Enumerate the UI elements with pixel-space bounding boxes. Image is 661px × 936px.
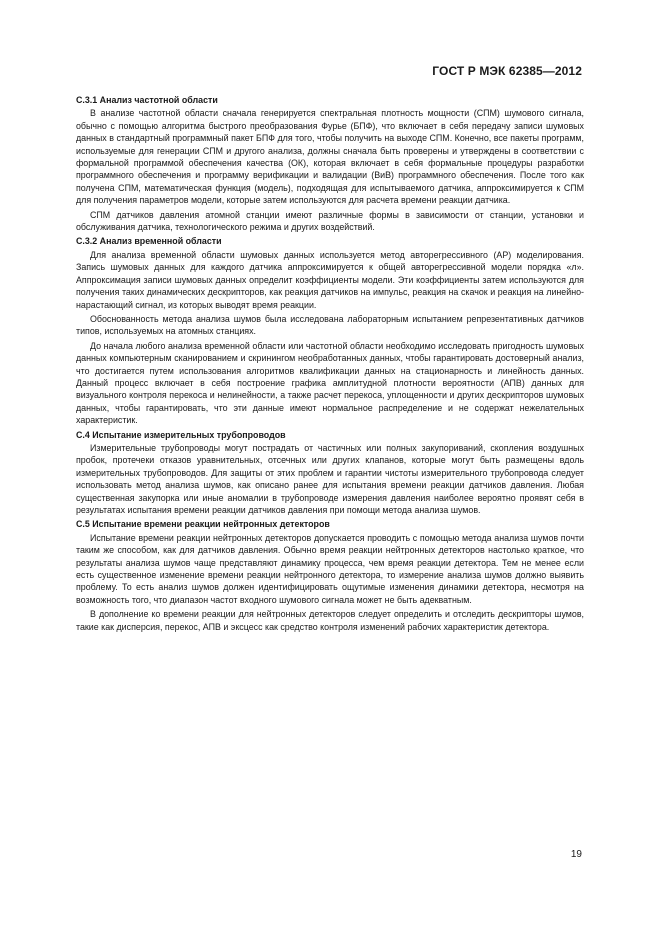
section-c-4 [76,429,584,517]
section-title: С.5 Испытание времени реакции нейтронных детекторов [76,519,330,530]
paragraph: До начала любого анализа временной области или частотной области необходимо исследовать пригодность шумовых данных компьютерным сканированием и скринингом необработанных данных, чтобы гарантировать достоверный анализ, что достигается путем использования алгоритмов квалификации данных на стационарность и линейность данных. Данный процесс включает в себя построение графика амплитудной плотности вероятности (АПВ) данных для визуального контроля перекоса и нелинейности, а также расчет перекоса, уплощенности и других дескрипторов шумовых данных, чтобы гарантировать, что эти данные имеют нормальное распределение и не содержат нежелательных характеристик. [76,340,584,426]
section-c-5 [76,518,584,633]
paragraph: Измерительные трубопроводы могут пострадать от частичных или полных закупориваний, скопления воздушных пробок, протечеки отказов уравнительных, отсечных или других клапанов, которые могут быть размещены вдоль измерительных трубопроводов. Для защиты от этих проблем и гарантии чистоты измерительного трубопровода следует использовать метод анализа шумов, как описано ранее для испытания времени реакции датчиков давления. Любая существенная закупорка или иные аномалии в трубопроводе измерения давления наиболее вероятно проявят себя в результатах испытания времени реакции датчиков давления при помощи метода анализа шумов. [76,442,584,515]
section-title: С.4 Испытание измерительных трубопроводов [76,429,286,440]
paragraph: Обоснованность метода анализа шумов была исследована лабораторным испытанием репрезентативных датчиков типов, используемых на атомных станциях. [76,313,584,337]
document-header: ГОСТ Р МЭК 62385—2012 [432,64,582,78]
paragraph: В анализе частотной области сначала генерируется спектральная плотность мощности (СПМ) шумового сигнала, обычно с помощью алгоритма быстрого преобразования Фурье (БПФ), что включает в себя передачу записи шумовых данных в стандартный программный пакет БПФ для того, чтобы получить на выходе СПМ. Конечно, все пакеты программ, используемые для генерации СПМ и другого анализа, должны сначала быть проверены и утверждены в соответствии с формальной программой обеспечения качества (ОК), которая включает в себя формальные процедуры разработки программного обеспечения и программу верификации и валидации (ВиВ) программного обеспечения. После того как получена СПМ, математическая функция (модель), подходящая для испытываемого датчика, аппроксимируется к СПМ для получения параметров модели, которые затем используются для расчета времени реакции датчика. [76,108,584,206]
paragraph: Испытание времени реакции нейтронных детекторов допускается проводить с помощью метода анализа шумов почти таким же способом, как для датчиков давления. Обычно время реакции нейтронных детекторов настолько краткое, что результаты анализа шумов чаще представляют динамику процесса, чем время реакции детектора. Тем не менее если есть существенное изменение времени реакции нейтронного детектора, то измерение анализа шумов должно выявить проблему. То есть анализ шумов должен идентифицировать ощутимые изменения динамики детектора, несмотря на возможность того, что диапазон частот входного шумового сигнала может не быть адекватным. [76,532,584,605]
page-number: 19 [570,849,582,860]
paragraph: Для анализа временной области шумовых данных используется метод авторегрессивного (АР) моделирования. Запись шумовых данных для каждого датчика аппроксимируется к общей авторегрессивной модели порядка «л». Аппроксимация записи шумовых данных определит коэффициенты модели. Эти коэффициенты затем используются для получения таких динамических дескрипторов, как реакция датчиков на импульс, реакция на скачок и реакция на линейно-нарастающий сигнал, из которых выводят время реакции. [76,249,584,310]
paragraph: СПМ датчиков давления атомной станции имеют различные формы в зависимости от станции, установки и обслуживания датчика, технологического режима и других воздействий. [76,209,584,233]
document-body [76,94,584,635]
section-title: С.3.2 Анализ временной области [76,236,222,247]
section-title: С.3.1 Анализ частотной области [76,95,218,105]
section-c-3-2 [76,235,584,426]
section-c-3-1 [76,94,584,233]
paragraph: В дополнение ко времени реакции для нейтронных детекторов следует определить и отследить дескрипторы шумов, такие как дисперсия, перекос, АПВ и эксцесс как средство контроля изменений рабочих характеристик детектора. [76,609,584,632]
